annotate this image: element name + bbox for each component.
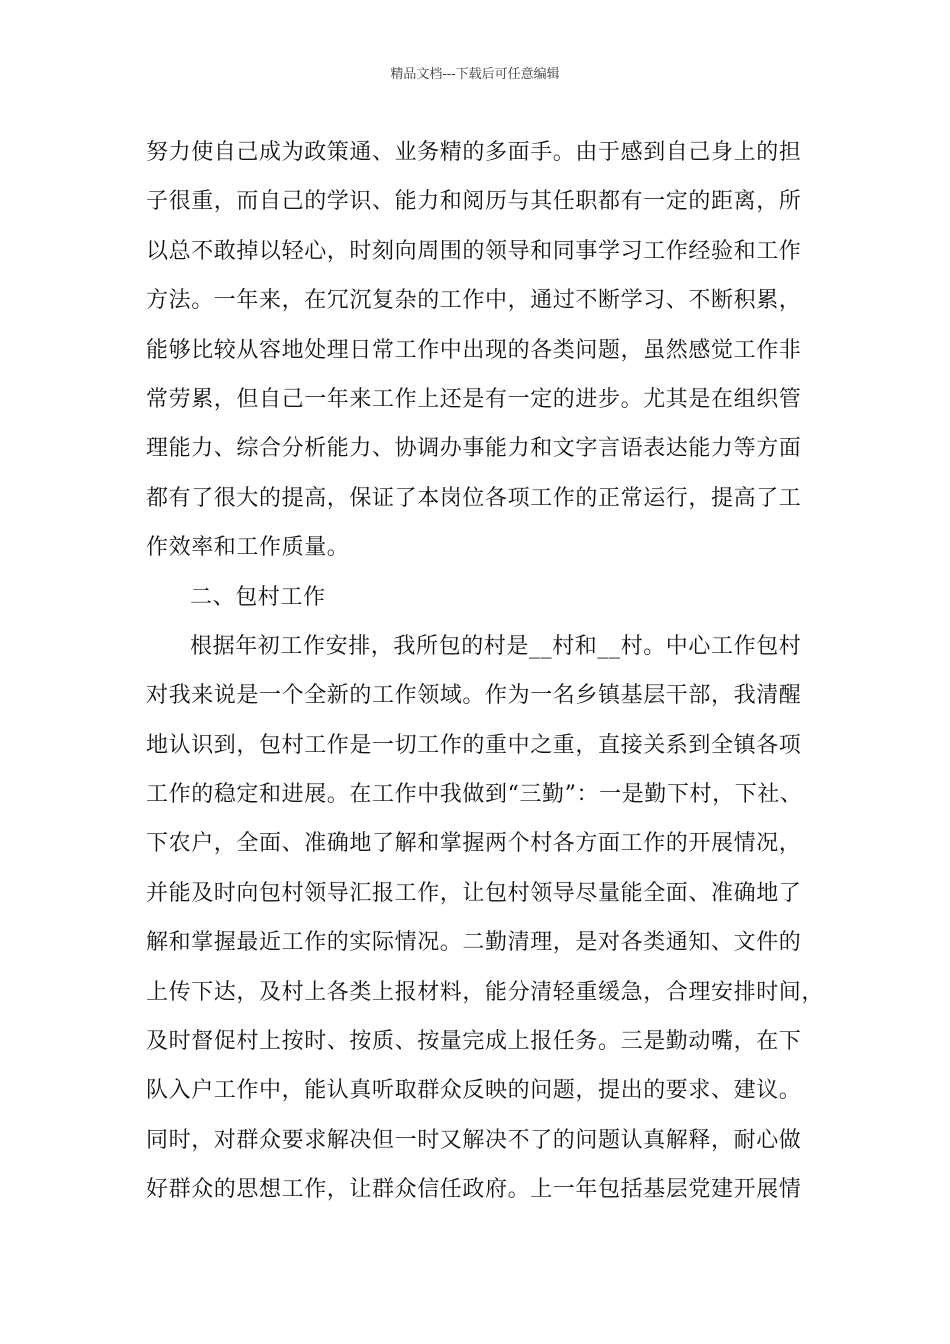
text-line: 同时，对群众要求解决但一时又解决不了的问题认真解释，耐心做 [146, 1127, 802, 1153]
text-line: 解和掌握最近工作的实际情况。二勤清理，是对各类通知、文件的 [146, 930, 802, 956]
text-line: 上传下达，及村上各类上报材料，能分清轻重缓急，合理安排时间， [146, 979, 825, 1005]
text-line: 努力使自己成为政策通、业务精的多面手。由于感到自己身上的担 [146, 140, 802, 165]
text-line: 理能力、综合分析能力、协调办事能力和文字言语表达能力等方面 [146, 436, 802, 462]
document-body [146, 128, 826, 1215]
text-line: 作效率和工作质量。 [146, 535, 350, 561]
text-line: 队入户工作中，能认真听取群众反映的问题，提出的要求、建议。 [146, 1078, 802, 1104]
text-line: 及时督促村上按时、按质、按量完成上报任务。三是勤动嘴，在下 [146, 1029, 802, 1055]
text-line: 下农户，全面、准确地了解和掌握两个村各方面工作的开展情况， [146, 831, 802, 857]
text-line: 能够比较从容地处理日常工作中出现的各类问题，虽然感觉工作非 [146, 337, 802, 363]
text-line: 工作的稳定和进展。在工作中我做到“三勤”：一是勤下村，下社、 [146, 782, 803, 808]
text-line: 都有了很大的提高，保证了本岗位各项工作的正常运行，提高了工 [146, 485, 802, 511]
text-line: 子很重，而自己的学识、能力和阅历与其任职都有一定的距离，所 [146, 189, 802, 215]
text-line: 对我来说是一个全新的工作领域。作为一名乡镇基层干部，我清醒 [146, 683, 802, 709]
text-line: 好群众的思想工作，让群众信任政府。上一年包括基层党建开展情 [146, 1177, 802, 1203]
text-line: 以总不敢掉以轻心，时刻向周围的领导和同事学习工作经验和工作 [146, 238, 802, 264]
section-heading: 二、包村工作 [190, 584, 326, 610]
text-line: 地认识到，包村工作是一切工作的重中之重，直接关系到全镇各项 [146, 732, 802, 758]
text-line: 并能及时向包村领导汇报工作，让包村领导尽量能全面、准确地了 [146, 880, 802, 906]
text-line: 常劳累，但自己一年来工作上还是有一定的进步。尤其是在组织管 [146, 386, 802, 412]
text-line: 方法。一年来，在冗沉复杂的工作中，通过不断学习、不断积累， [146, 288, 802, 314]
text-line: 根据年初工作安排，我所包的村是__村和__村。中心工作包村 [190, 633, 802, 659]
page-header: 精品文档---下载后可任意编辑 [390, 67, 560, 82]
